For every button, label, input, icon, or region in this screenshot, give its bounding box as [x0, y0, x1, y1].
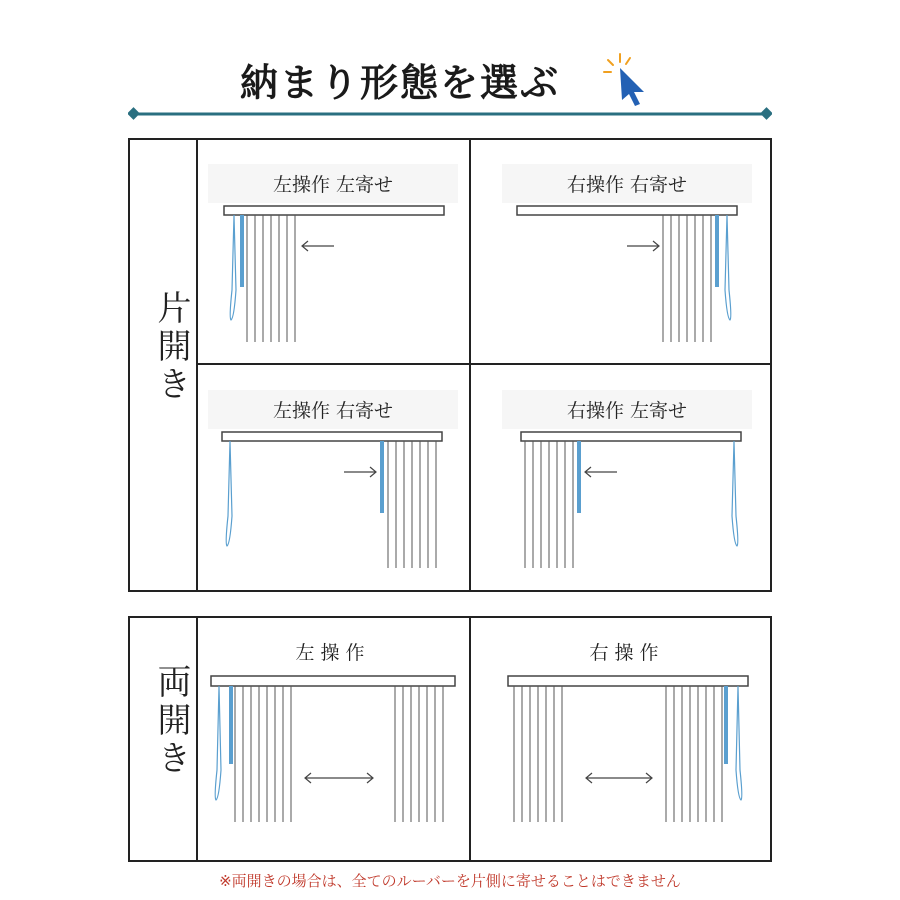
cell-label-right-op-left-stack: 右操作 左寄せ: [522, 396, 732, 423]
grid-divider: [196, 616, 198, 862]
blind-diagram-left-op-left-stack: [210, 200, 460, 350]
blind-diagram-right-op-right-stack: [505, 200, 755, 350]
grid-divider: [196, 363, 772, 365]
cursor-icon: [598, 48, 658, 108]
grid-divider: [196, 138, 198, 592]
cell-label-left-op-right-stack: 左操作 右寄せ: [228, 396, 438, 423]
double-open-label: 両開き: [151, 664, 191, 778]
cell-label-right-op-right-stack: 右操作 右寄せ: [522, 170, 732, 197]
footnote: ※両開きの場合は、全てのルーバーを片側に寄せることはできません: [219, 872, 681, 890]
blind-diagram-right-op-left-stack: [505, 426, 755, 576]
cell-label-double-right-op: 右操作: [589, 642, 665, 664]
grid-divider: [469, 138, 471, 592]
single-open-label: 片開き: [151, 290, 191, 404]
cell-label-double-left-op: 左操作: [295, 642, 371, 664]
grid-divider: [469, 616, 471, 862]
page-title: 納まり形態を選ぶ: [240, 61, 561, 105]
cell-label-left-op-left-stack: 左操作 左寄せ: [228, 170, 438, 197]
blind-diagram-double-left-op: [205, 670, 465, 830]
title-divider: [128, 104, 772, 124]
blind-diagram-double-right-op: [500, 670, 760, 830]
blind-diagram-left-op-right-stack: [210, 426, 460, 576]
